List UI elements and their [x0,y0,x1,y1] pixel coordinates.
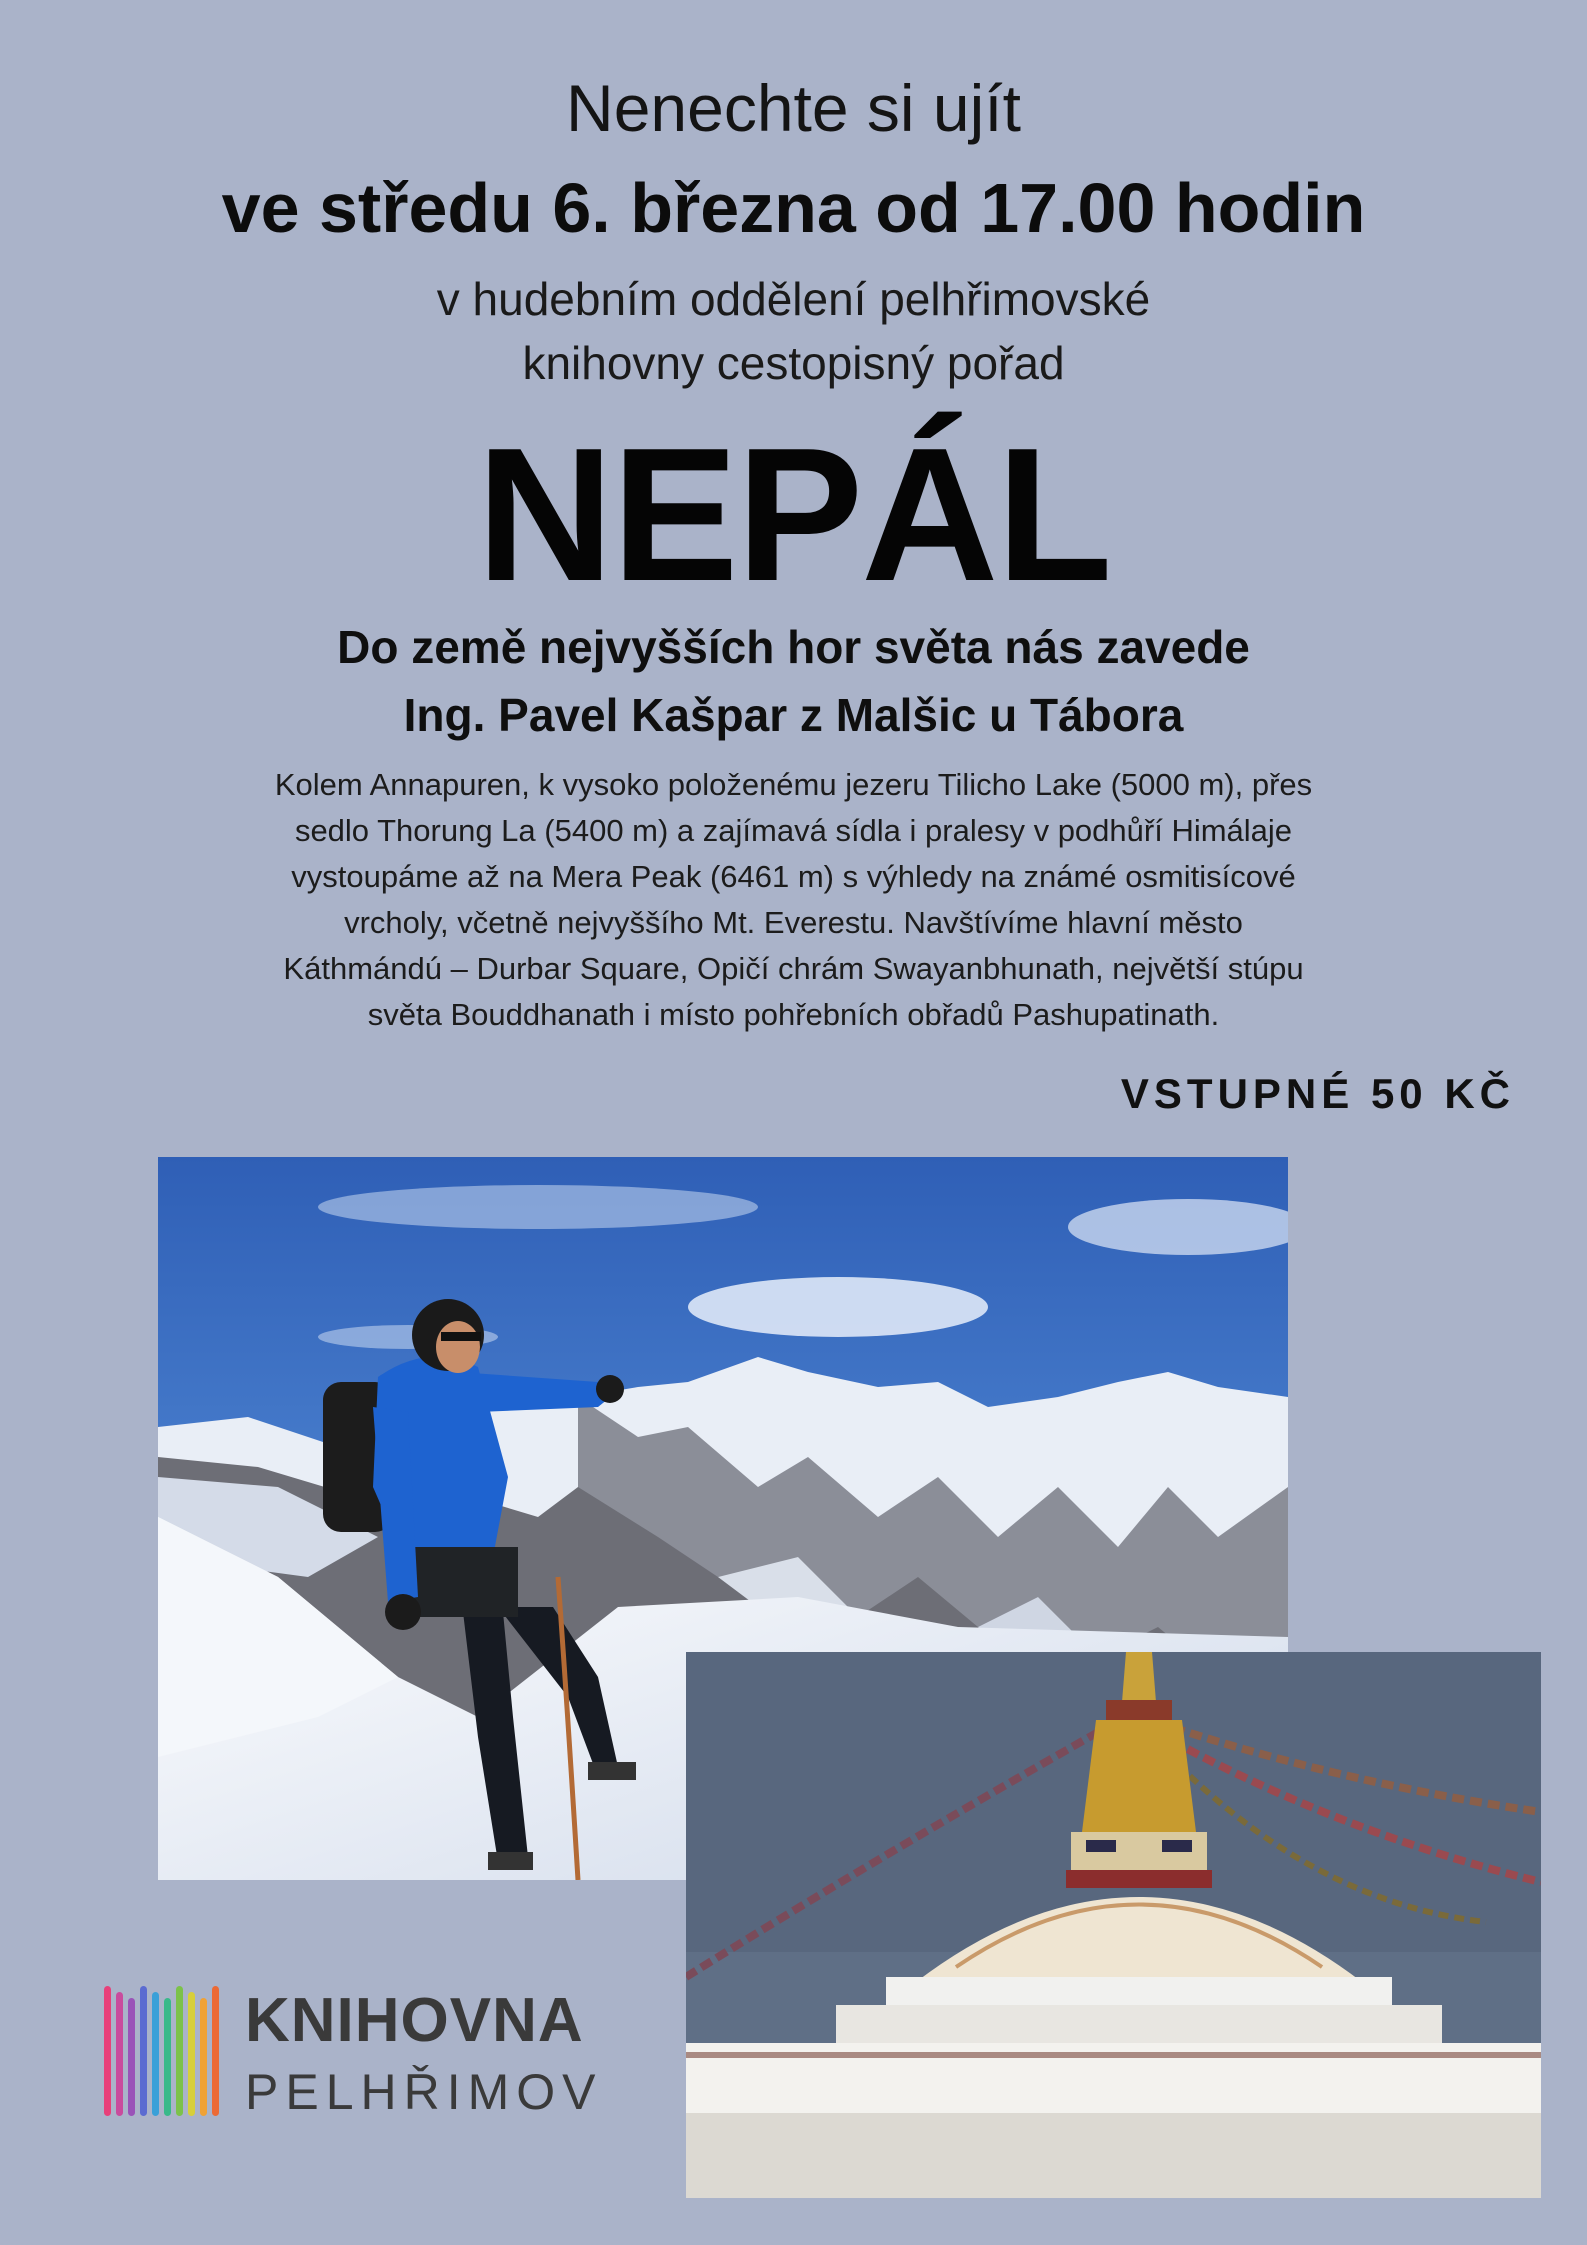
event-title: NEPÁL [476,409,1111,621]
logo-bar [152,1992,159,2116]
venue-line-2: knihovny cestopisný pořad [522,337,1065,389]
description-line: vystoupáme až na Mera Peak (6461 m) s výhledy na známé osmitisícové [291,859,1296,894]
logo-bar [164,1998,171,2116]
admission-price: VSTUPNÉ 50 KČ [1120,1070,1515,1117]
description [200,762,1387,1038]
logo-bar [200,1998,207,2116]
description-line: světa Bouddhanath i místo pohřebních obřadů Pashupatinath. [367,997,1220,1032]
logo-bar [212,1986,219,2116]
logo-bar [188,1992,195,2116]
logo-bar [128,1998,135,2116]
logo-bar [140,1986,147,2116]
logo-bar [104,1986,111,2116]
intro-line: Nenechte si ujít [566,71,1021,145]
description-line: vrcholy, včetně nejvyššího Mt. Everestu. Navštívíme hlavní město [344,905,1243,940]
event-date: ve středu 6. března od 17.00 hodin [221,169,1366,247]
description-line: Kolem Annapuren, k vysoko položenému jezeru Tilicho Lake (5000 m), přes [274,767,1313,802]
description-line: Káthmándú – Durbar Square, Opičí chrám Swayanbhunath, největší stúpu [283,951,1304,986]
logo-text-line-1: KNIHOVNA [245,1986,584,2055]
logo-text-line-2: PELHŘIMOV [245,2064,603,2120]
logo-bar [176,1986,183,2116]
logo-bar [116,1992,123,2116]
subtitle-line-1: Do země nejvyšších hor světa nás zavede [337,621,1250,673]
venue-line-1: v hudebním oddělení pelhřimovské [436,273,1151,325]
boudhanath-stupa-photo [686,1652,1541,2198]
description-line: sedlo Thorung La (5400 m) a zajímavá sídla i pralesy v podhůří Himálaje [294,813,1293,848]
subtitle-line-2: Ing. Pavel Kašpar z Malšic u Tábora [403,689,1184,741]
